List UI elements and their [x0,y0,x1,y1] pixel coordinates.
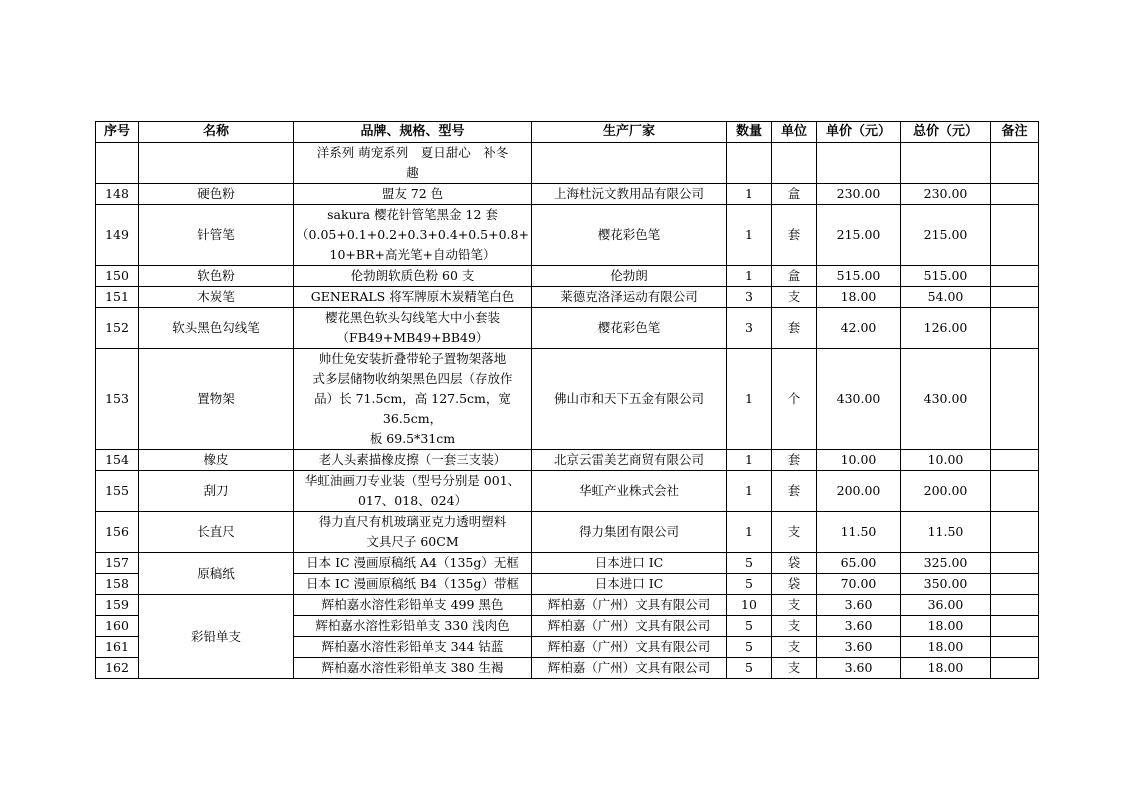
table-row [96,595,1039,616]
cell-name: 木炭笔 [139,287,294,308]
cell-total: 430.00 [901,349,991,450]
table-row [96,184,1039,205]
table-row [96,266,1039,287]
cell-unit: 支 [772,616,817,637]
cell-name: 原稿纸 [139,553,294,595]
cell-spec: 樱花黑色软头勾线笔大中小套装 （FB49+MB49+BB49） [294,308,532,349]
cell-qty: 1 [727,450,772,471]
cell-price: 18.00 [817,287,901,308]
header-maker: 生产厂家 [532,122,727,143]
cell-total: 11.50 [901,512,991,553]
cell-note [991,308,1039,349]
cell-seq: 158 [96,574,139,595]
cell-seq: 160 [96,616,139,637]
header-price: 单价（元） [817,122,901,143]
cell-note [991,574,1039,595]
cell-note [991,595,1039,616]
cell-spec: 辉柏嘉水溶性彩铅单支 344 钴蓝 [294,637,532,658]
cell-spec: 老人头素描橡皮擦（一套三支装） [294,450,532,471]
cell-maker: 莱德克洛泽运动有限公司 [532,287,727,308]
cell-qty: 5 [727,574,772,595]
header-spec: 品牌、规格、型号 [294,122,532,143]
cell-seq: 157 [96,553,139,574]
table-row [96,553,1039,574]
cell-name: 置物架 [139,349,294,450]
cell-price: 430.00 [817,349,901,450]
cell-unit: 套 [772,471,817,512]
cell-qty: 3 [727,308,772,349]
cell-unit: 个 [772,349,817,450]
cell-price: 200.00 [817,471,901,512]
cell-name: 橡皮 [139,450,294,471]
cell-maker [532,143,727,184]
cell-qty: 5 [727,616,772,637]
table-row [96,450,1039,471]
cell-maker: 上海杜沅文教用品有限公司 [532,184,727,205]
cell-maker: 华虹产业株式会社 [532,471,727,512]
cell-qty: 1 [727,266,772,287]
cell-maker: 北京云雷美艺商贸有限公司 [532,450,727,471]
table-row [96,308,1039,349]
header-name: 名称 [139,122,294,143]
cell-total: 10.00 [901,450,991,471]
cell-spec: 辉柏嘉水溶性彩铅单支 330 浅肉色 [294,616,532,637]
cell-note [991,184,1039,205]
cell-price [817,143,901,184]
cell-name: 硬色粉 [139,184,294,205]
cell-total: 200.00 [901,471,991,512]
cell-unit [772,143,817,184]
cell-note [991,658,1039,679]
cell-total: 18.00 [901,616,991,637]
table-row [96,512,1039,553]
cell-price: 10.00 [817,450,901,471]
cell-price: 70.00 [817,574,901,595]
cell-unit: 盒 [772,266,817,287]
cell-note [991,287,1039,308]
cell-seq [96,143,139,184]
cell-spec: 辉柏嘉水溶性彩铅单支 499 黑色 [294,595,532,616]
cell-seq: 152 [96,308,139,349]
cell-unit: 盒 [772,184,817,205]
cell-name [139,143,294,184]
cell-seq: 159 [96,595,139,616]
cell-unit: 袋 [772,553,817,574]
cell-spec: 日本 IC 漫画原稿纸 B4（135g）带框 [294,574,532,595]
cell-unit: 支 [772,637,817,658]
cell-price: 65.00 [817,553,901,574]
cell-note [991,143,1039,184]
cell-seq: 153 [96,349,139,450]
cell-qty: 1 [727,349,772,450]
cell-unit: 支 [772,658,817,679]
cell-seq: 149 [96,205,139,266]
cell-maker: 伦勃朗 [532,266,727,287]
cell-note [991,616,1039,637]
cell-total: 126.00 [901,308,991,349]
cell-unit: 袋 [772,574,817,595]
cell-seq: 151 [96,287,139,308]
cell-maker: 辉柏嘉（广州）文具有限公司 [532,595,727,616]
cell-price: 11.50 [817,512,901,553]
cell-maker: 辉柏嘉（广州）文具有限公司 [532,658,727,679]
cell-name: 软色粉 [139,266,294,287]
cell-qty: 1 [727,205,772,266]
cell-qty [727,143,772,184]
cell-qty: 1 [727,184,772,205]
cell-note [991,266,1039,287]
cell-note [991,471,1039,512]
cell-note [991,553,1039,574]
cell-unit: 套 [772,205,817,266]
cell-qty: 3 [727,287,772,308]
cell-spec: 伦勃朗软质色粉 60 支 [294,266,532,287]
cell-spec: 洋系列 萌宠系列 夏日甜心 补冬 趣 [294,143,532,184]
cell-spec: 帅仕免安装折叠带轮子置物架落地 式多层储物收纳架黑色四层（存放作 品）长 71.5cm，高 127.5cm，宽 36.5cm， 板 69.5*31cm [294,349,532,450]
cell-name: 彩铅单支 [139,595,294,679]
cell-seq: 161 [96,637,139,658]
cell-maker: 日本进口 IC [532,553,727,574]
cell-price: 3.60 [817,658,901,679]
cell-price: 230.00 [817,184,901,205]
table-row-continuation [96,143,1039,184]
cell-spec: 盟友 72 色 [294,184,532,205]
cell-unit: 支 [772,287,817,308]
cell-total: 36.00 [901,595,991,616]
cell-qty: 1 [727,471,772,512]
cell-note [991,512,1039,553]
cell-note [991,450,1039,471]
cell-qty: 5 [727,637,772,658]
cell-maker: 得力集团有限公司 [532,512,727,553]
cell-seq: 162 [96,658,139,679]
cell-note [991,205,1039,266]
header-total: 总价（元） [901,122,991,143]
cell-maker: 佛山市和天下五金有限公司 [532,349,727,450]
cell-total: 230.00 [901,184,991,205]
cell-spec: 日本 IC 漫画原稿纸 A4（135g）无框 [294,553,532,574]
cell-seq: 156 [96,512,139,553]
cell-maker: 樱花彩色笔 [532,308,727,349]
cell-seq: 154 [96,450,139,471]
header-note: 备注 [991,122,1039,143]
cell-qty: 10 [727,595,772,616]
cell-name: 针管笔 [139,205,294,266]
header-unit: 单位 [772,122,817,143]
cell-maker: 辉柏嘉（广州）文具有限公司 [532,616,727,637]
cell-note [991,349,1039,450]
cell-qty: 1 [727,512,772,553]
cell-price: 3.60 [817,616,901,637]
cell-spec: sakura 樱花针管笔黑金 12 套 （0.05+0.1+0.2+0.3+0.4+0.5+0.8+ 10+BR+高光笔+自动铅笔） [294,205,532,266]
header-qty: 数量 [727,122,772,143]
cell-price: 215.00 [817,205,901,266]
cell-spec: GENERALS 将军牌原木炭精笔白色 [294,287,532,308]
cell-seq: 150 [96,266,139,287]
cell-price: 515.00 [817,266,901,287]
cell-maker: 辉柏嘉（广州）文具有限公司 [532,637,727,658]
cell-seq: 155 [96,471,139,512]
cell-total [901,143,991,184]
cell-total: 350.00 [901,574,991,595]
table-row [96,287,1039,308]
table-row [96,349,1039,450]
cell-note [991,637,1039,658]
header-row [96,122,1039,143]
header-seq: 序号 [96,122,139,143]
cell-total: 325.00 [901,553,991,574]
cell-price: 3.60 [817,595,901,616]
procurement-table [95,121,1039,679]
cell-total: 18.00 [901,658,991,679]
cell-unit: 支 [772,595,817,616]
cell-spec: 辉柏嘉水溶性彩铅单支 380 生褐 [294,658,532,679]
cell-price: 42.00 [817,308,901,349]
cell-name: 刮刀 [139,471,294,512]
cell-total: 18.00 [901,637,991,658]
cell-name: 软头黑色勾线笔 [139,308,294,349]
cell-spec: 得力直尺有机玻璃亚克力透明塑料 文具尺子 60CM [294,512,532,553]
cell-maker: 樱花彩色笔 [532,205,727,266]
cell-name: 长直尺 [139,512,294,553]
cell-seq: 148 [96,184,139,205]
cell-unit: 套 [772,308,817,349]
cell-price: 3.60 [817,637,901,658]
cell-unit: 支 [772,512,817,553]
cell-maker: 日本进口 IC [532,574,727,595]
cell-qty: 5 [727,658,772,679]
cell-total: 215.00 [901,205,991,266]
table-row [96,471,1039,512]
cell-total: 54.00 [901,287,991,308]
cell-total: 515.00 [901,266,991,287]
cell-spec: 华虹油画刀专业装（型号分别是 001、 017、018、024） [294,471,532,512]
table-row [96,205,1039,266]
cell-unit: 套 [772,450,817,471]
cell-qty: 5 [727,553,772,574]
